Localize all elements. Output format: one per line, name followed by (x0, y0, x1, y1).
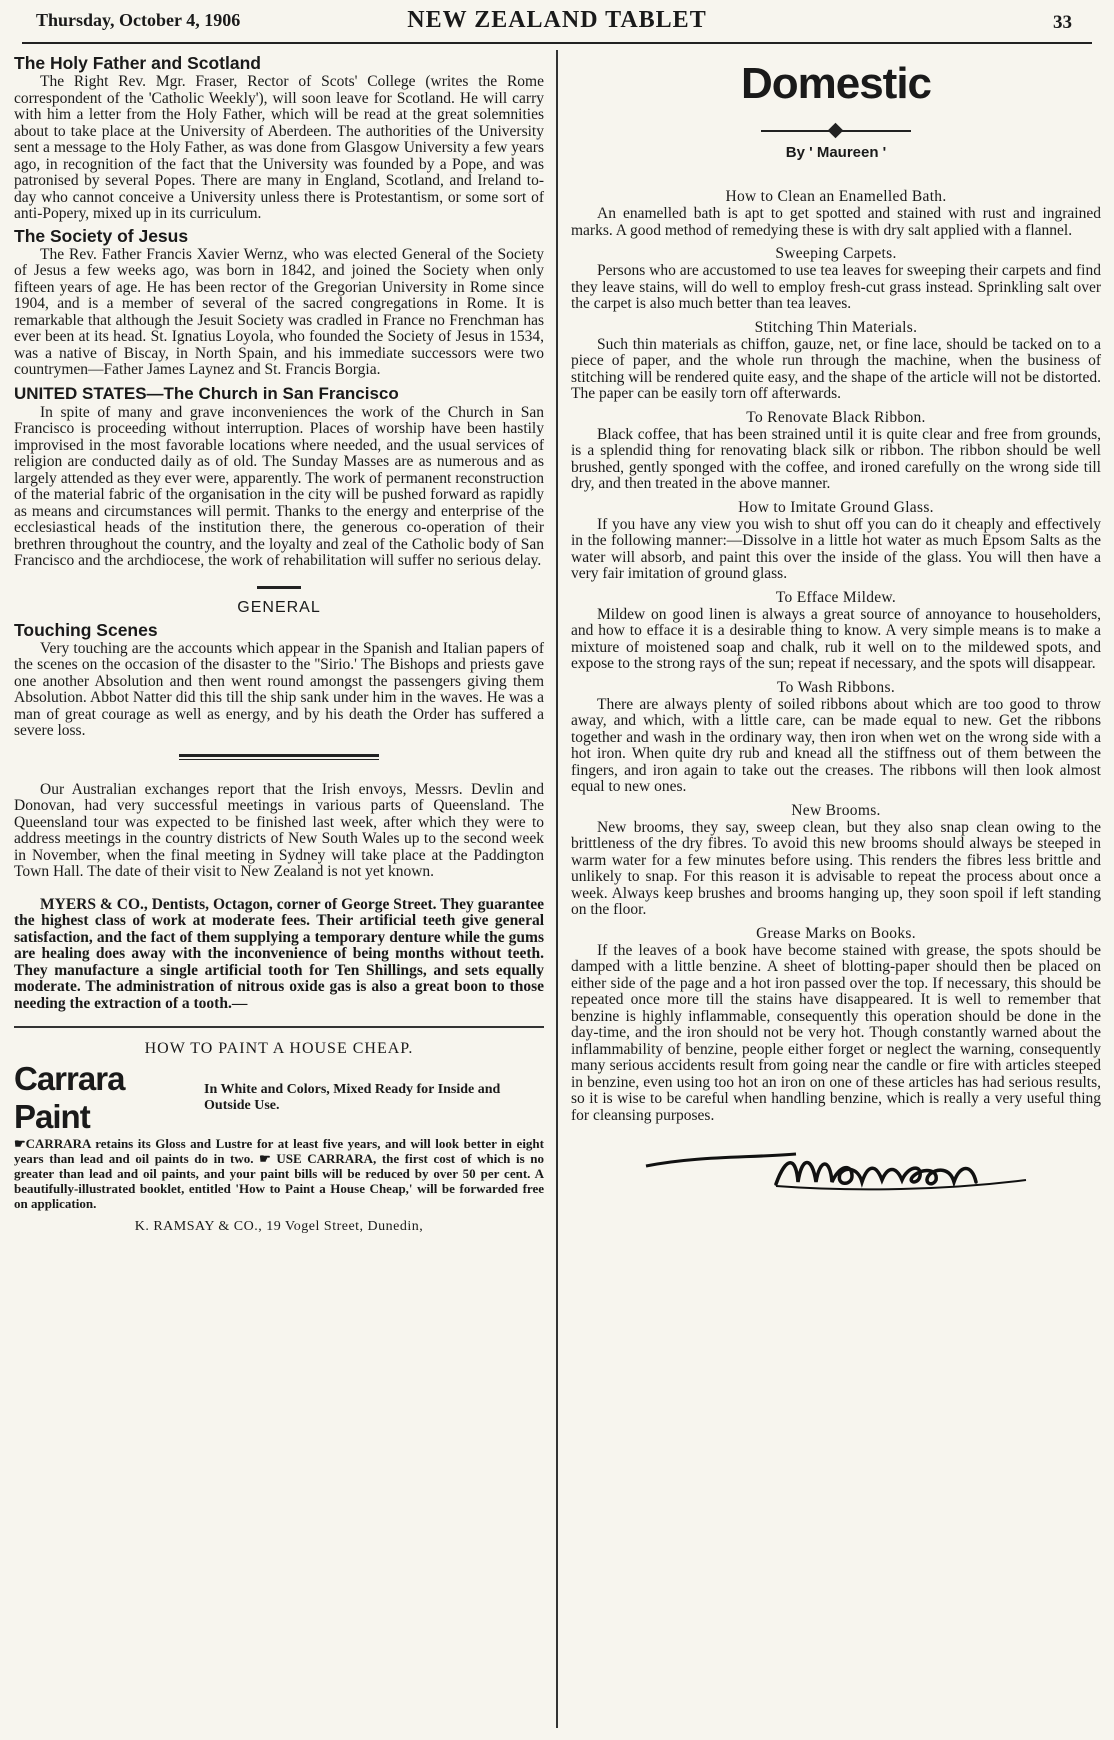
subheading: Stitching Thin Materials. (754, 318, 918, 336)
signature-graphic (626, 1136, 1046, 1196)
advertisement-text: ☛CARRARA retains its Gloss and Lustre for at least five years, and will look better in eight years than lead and oil paints do in two. ☛ USE CARRARA, the first cost of which is no greater than lead and oil paints, and your paint bills will be reduced by over 50 per cent. A beautifully-illustrated booklet, entitled 'How to Paint a House Cheap,' will be forwarded free on application. (14, 1136, 544, 1211)
signature (571, 1136, 1101, 1196)
article-body: Such thin materials as chiffon, gauze, net, or fine lace, should be tacked on to a piece of paper, and the whole run through the machine, when the business of stitching will be rendered quite easy, and the shape of the article will not be distorted. The paper can be easily torn off afterwards. (571, 335, 1101, 402)
article-body: If the leaves of a book have become stained with grease, the spots should be damped with a little benzine. A sheet of blotting-paper should then be placed on either side of the page and a hot iron passed over the top. If necessary, this should be repeated once more till the stains have disappeared. It is well to remember that benzine is highly inflammable, consequently this operation should be done in the day-time, and the iron should not be very hot. Though constantly warned about the inflammability of benzine, people either forget or neglect the warning, consequently many serious accidents result from going near the candle or fire with articles steeped in benzine, even using too hot an iron on one of these articles has had serious results, so it is wise to be careful when handling benzine, which is really a very useful thing for cleansing purposes. (571, 941, 1101, 1124)
ad-heading: HOW TO PAINT A HOUSE CHEAP. (144, 1040, 414, 1057)
column-title: Domestic (740, 59, 932, 108)
subheading: To Renovate Black Ribbon. (746, 408, 926, 426)
diamond-icon (828, 123, 844, 139)
advertisement-carrara (14, 1040, 544, 1235)
subheading: Sweeping Carpets. (775, 245, 897, 262)
article-body: There are always plenty of soiled ribbons about which are too good to throw away, and which, with a little care, can be made equal to new. Get the ribbons together and wash in the ordinary way, then iron when wet on the wrong side with a hot iron. When quite dry rub and knead all the stiffness out of them between the fingers, and iron again to take out the creases. The ribbons will then look almost equal to new ones. (571, 695, 1101, 795)
article-body: Persons who are accustomed to use tea leaves for sweeping their carpets and find they leave stains, will do well to employ fresh-cut grass instead. Sprinkling salt over the carpet is also much better than tea leaves. (571, 262, 1101, 312)
left-column (14, 50, 544, 1740)
section-rule (257, 586, 301, 589)
subheading: To Efface Mildew. (775, 588, 897, 606)
ad-rule (14, 1026, 544, 1028)
advertiser-address: K. RAMSAY & CO., 19 Vogel Street, Dunedin, (134, 1219, 424, 1234)
article-heading: UNITED STATES—The Church in San Francisco (14, 383, 399, 403)
subheading: How to Clean an Enamelled Bath. (725, 188, 947, 205)
advertisement-text: MYERS & CO., Dentists, Octagon, corner of George Street. They guarantee the highest class of work at moderate fees. Their artificial teeth give general satisfaction, and the fact of them supplying a temporary denture while the gums are healing does away with the inconvenience of being months without teeth. They manufacture a single artificial tooth for Ten Shillings, and sets equally moderate. The administration of nitrous oxide gas is also a great boon to those needing the extraction of a tooth.— (14, 895, 544, 1012)
subheading: How to Imitate Ground Glass. (738, 498, 934, 516)
article-body: An enamelled bath is apt to get spotted and stained with rust and ingrained marks. A good method of remedying these is with dry salt applied with a flannel. (571, 205, 1101, 239)
article-body: The Right Rev. Mgr. Fraser, Rector of Scots' College (writes the Rome correspondent of the 'Catholic Weekly'), will soon leave for Scotland. He will carry with him a letter from the Holy Father, which will be read at the great solemnities about to take place at the University of Aberdeen. The authorities of the University sent a message to the Holy Father, as was done from Glasgow University a few years ago, in recognition of the fact that the University was founded by a Pope, and was patronised by several Popes. There are many in England, Scotland, and Ireland to-day who cannot conceive a University unless there is Protestantism, or some sort of anti-Popery, mixed up in its curriculum. (14, 73, 544, 222)
article-body: If you have any view you wish to shut off you can do it cheaply and effectively in the following manner:—Dissolve in a little hot water as much Epsom Salts as the water will absorb, and paint this over the inside of the glass. You will then have a very fair imitation of ground glass. (571, 515, 1101, 582)
byline: By ' Maureen ' (785, 144, 887, 161)
double-rule (179, 754, 379, 760)
article-heading: Touching Scenes (14, 619, 158, 640)
advertisement-myers (14, 897, 544, 1013)
section-heading: GENERAL (237, 598, 321, 616)
brand-name: Carrara Paint (14, 1060, 125, 1135)
subheading: To Wash Ribbons. (776, 678, 895, 696)
article-body: Our Australian exchanges report that the Irish envoys, Messrs. Devlin and Donovan, had very successful meetings in various parts of Queensland. The Queensland tour was expected to be finished last week, after which they were to address meetings in the country districts of New South Wales up to the second week in November, when the final meeting in Sydney will take place at the Paddington Town Hall. The date of their visit to New Zealand is not yet known. (14, 780, 544, 880)
subheading: Grease Marks on Books. (756, 924, 916, 942)
ornament-rule (761, 124, 911, 138)
article-body: In spite of many and grave inconveniences the work of the Church in San Francisco is proceeding without interruption. Places of worship have been hastily improvised in the most favorable locations where needed, and the usual services of religion are conducted daily as of old. The Sunday Masses are as numerous and as largely attended as they ever were, apparently. The work of permanent reconstruction of the material fabric of the organisation in the city will be pushed forward as rapidly as means and circumstances will permit. Thanks to the energy and enterprise of the ecclesiastical heads of the institution there, the generous co-operation of their brethren throughout the country, and the loyalty and zeal of the Catholic body of San Francisco and the archdiocese, the work of rehabilitation will suffer no serious delay. (14, 403, 544, 569)
page-number: 33 (1053, 12, 1072, 33)
article-body: New brooms, they say, sweep clean, but they also snap clean owing to the brittleness of the dry fibres. To avoid this new brooms should always be steeped in warm water for a few minutes before using. This renders the fibres less brittle and unlikely to snap. For this reason it is advisable to repeat the process about once a week. Always keep brushes and brooms hanging up, they soon spoil if left standing on the floor. (571, 818, 1101, 918)
column-divider (556, 50, 558, 1728)
issue-date: Thursday, October 4, 1906 (36, 10, 241, 30)
masthead (22, 4, 1092, 44)
article-body: Mildew on good linen is always a great source of annoyance to householders, and how to efface it is a desirable thing to know. A very simple means is to make a mixture of moistened soap and chalk, rub it well on to the mildewed spots, and expose to the strong rays of the sun; repeat if necessary, and the spots will disappear. (571, 605, 1101, 672)
subheading: New Brooms. (791, 801, 881, 819)
article-heading: The Holy Father and Scotland (14, 53, 261, 73)
article-body: Black coffee, that has been strained until it is quite clear and free from grounds, is a splendid thing for renovating black silk or ribbon. The ribbon should be well brushed, gently sponged with the coffee, and ironed carefully on the wrong side till dry, and then treated in the above manner. (571, 425, 1101, 492)
brand-tagline: In White and Colors, Mixed Ready for Inside and Outside Use. (204, 1082, 501, 1113)
publication-title: NEW ZEALAND TABLET (407, 7, 707, 33)
article-body: Very touching are the accounts which appear in the Spanish and Italian papers of the scenes on the occasion of the disaster to the ''Sirio.' The Bishops and priests gave one another Absolution and then went round amongst the passengers giving them Absolution. Abbot Natter did this till the ship sank under him in the waves. He was a man of great courage as well as energy, and by his death the Order has suffered a severe loss. (14, 639, 544, 739)
article-body: The Rev. Father Francis Xavier Wernz, who was elected General of the Society of Jesus a few weeks ago, was born in 1842, and joined the Society when only fifteen years of age. He has been rector of the Gregorian University in Rome since 1904, and is a member of several of the sacred congregations in Rome. It is remarkable that although the Jesuit Society was cradled in France no Frenchman has ever been at its head. St. Ignatius Loyola, who founded the Society of Jesus in 1534, was a native of Biscay, in North Spain, and his immediate successors were two countrymen—Father James Laynez and St. Francis Borgia. (14, 245, 544, 378)
article-heading: The Society of Jesus (14, 225, 189, 246)
right-column (571, 50, 1101, 1740)
